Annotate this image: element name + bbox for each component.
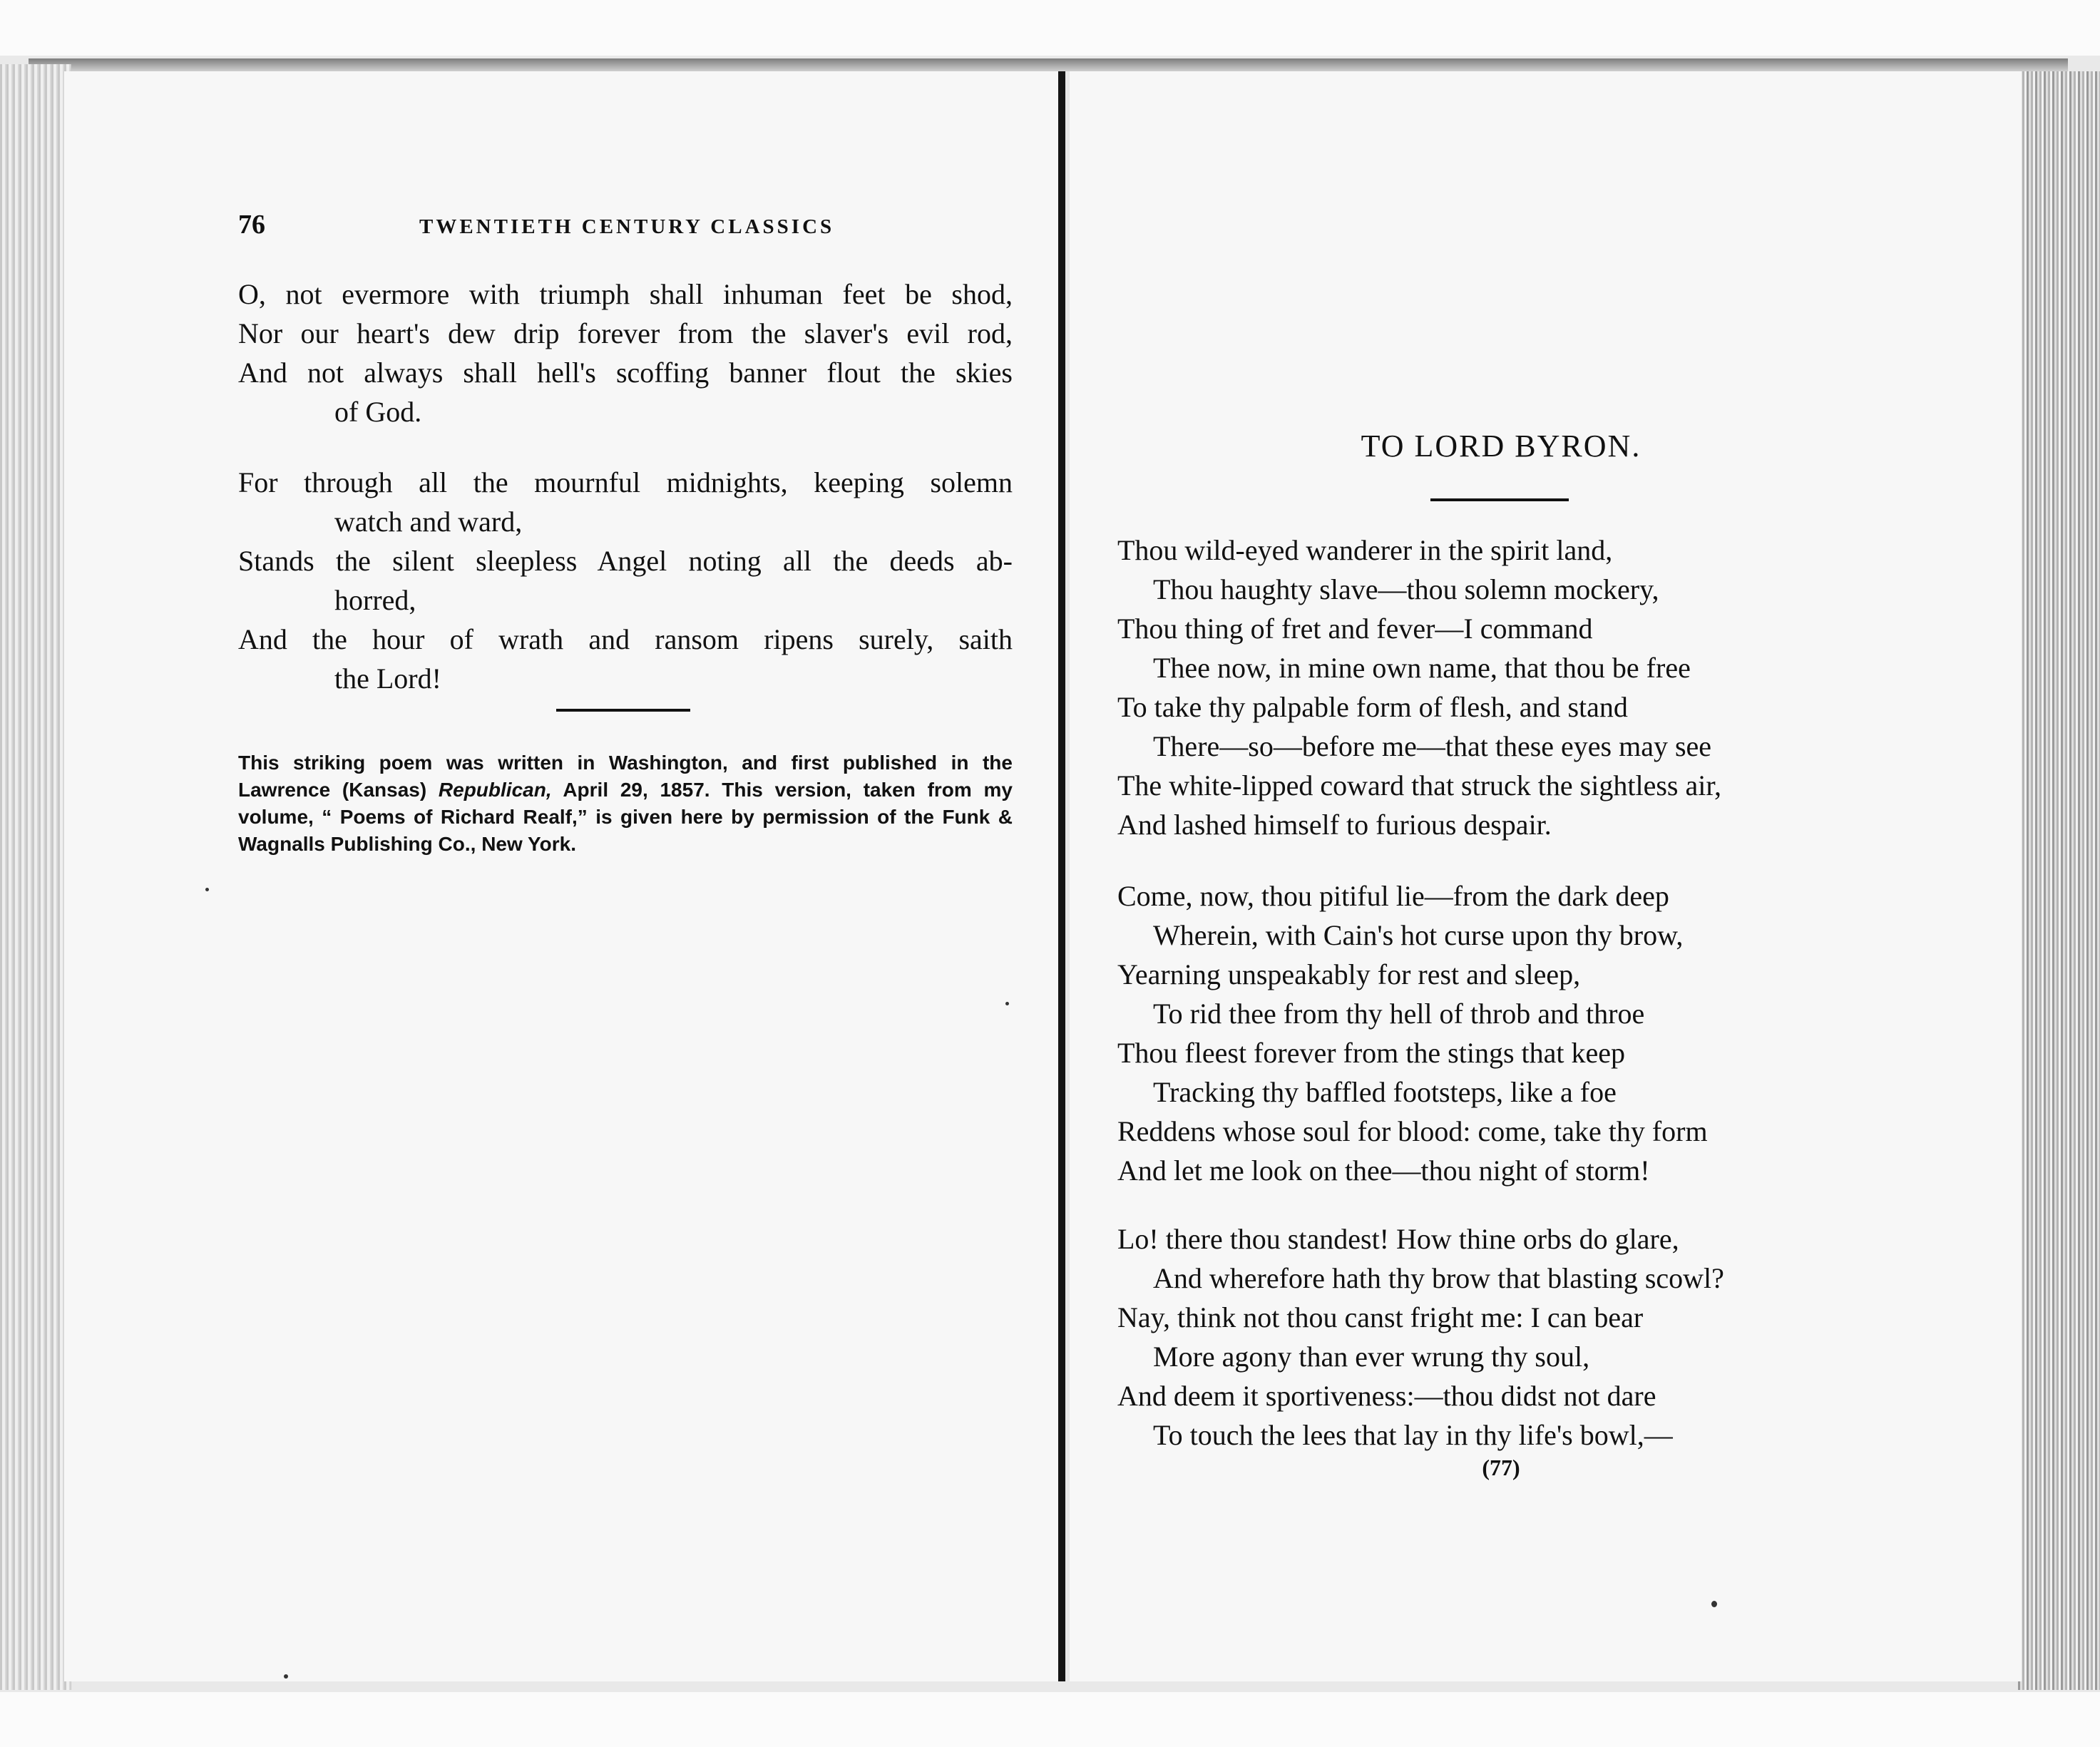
- verse-line: horred,: [334, 584, 416, 616]
- verse-line: of God.: [334, 396, 422, 428]
- verse-line: To touch the lees that lay in thy life's bowl,—: [1153, 1419, 1673, 1451]
- verse-line: Thee now, in mine own name, that thou be free: [1153, 652, 1691, 684]
- verse-line: Stands the silent sleepless Angel noting all the deeds ab-: [238, 545, 1013, 577]
- scan-speck: [205, 888, 209, 891]
- stanza-right-1: [1117, 531, 1870, 844]
- verse-line: Lo! there thou standest! How thine orbs do glare,: [1117, 1223, 1679, 1255]
- page-number-left: 76: [238, 210, 265, 240]
- verse-line: the Lord!: [334, 662, 441, 695]
- stanza-right-2: [1117, 876, 1870, 1190]
- book-gutter: [1058, 71, 1065, 1681]
- scan-speck: [1711, 1601, 1717, 1607]
- verse-line: Tracking thy baffled footsteps, like a foe: [1153, 1076, 1617, 1108]
- verse-line: Nay, think not thou canst fright me: I can bear: [1117, 1301, 1644, 1333]
- running-head: TWENTIETH CENTURY CLASSICS: [419, 215, 835, 238]
- title-rule: [1430, 498, 1569, 501]
- stanza-left-1: [238, 275, 1013, 431]
- verse-line: And not always shall hell's scoffing banner flout the skies: [238, 357, 1013, 389]
- note-text: This striking poem was written in Washington, and first published in the Lawrence (Kansas): [238, 752, 1013, 801]
- verse-line: To rid thee from thy hell of throb and throe: [1153, 998, 1645, 1030]
- verse-line: Wherein, with Cain's hot curse upon thy brow,: [1153, 919, 1684, 951]
- verse-line: Thou fleest forever from the stings that keep: [1117, 1037, 1625, 1069]
- note-publication: Republican,: [438, 779, 552, 801]
- verse-line: Nor our heart's dew drip forever from the slaver's evil rod,: [238, 317, 1013, 349]
- verse-line: More agony than ever wrung thy soul,: [1153, 1341, 1590, 1373]
- verse-line: Thou thing of fret and fever—I command: [1117, 613, 1593, 645]
- section-rule: [556, 709, 690, 712]
- left-page-edges: [0, 64, 71, 1690]
- top-page-edge: [29, 58, 2068, 71]
- verse-line: And wherefore hath thy brow that blasting scowl?: [1153, 1262, 1724, 1294]
- verse-line: There—so—before me—that these eyes may see: [1153, 730, 1712, 762]
- verse-line: And lashed himself to furious despair.: [1117, 809, 1552, 841]
- poem-title: TO LORD BYRON.: [1361, 429, 1641, 463]
- scan-speck: [1005, 1002, 1009, 1005]
- page-number-right: (77): [1482, 1455, 1520, 1480]
- verse-line: And deem it sportiveness:—thou didst not dare: [1117, 1380, 1656, 1412]
- verse-line: watch and ward,: [334, 506, 523, 538]
- scan-speck: [284, 1674, 288, 1679]
- note-text: April 29, 1857. This version, taken from my volume, “ Poems of Richard Realf,” is given here by permission of the Funk & Wagnalls Publishing Co., New York.: [238, 779, 1013, 855]
- verse-line: And the hour of wrath and ransom ripens surely, saith: [238, 623, 1013, 655]
- verse-line: For through all the mournful midnights, keeping solemn: [238, 466, 1013, 498]
- stanza-right-3: [1117, 1219, 1870, 1455]
- verse-line: Yearning unspeakably for rest and sleep,: [1117, 958, 1581, 990]
- verse-line: And let me look on thee—thou night of storm!: [1117, 1154, 1650, 1187]
- right-page-edges: [2018, 71, 2100, 1690]
- verse-line: Thou wild-eyed wanderer in the spirit land,: [1117, 534, 1613, 566]
- verse-line: To take thy palpable form of flesh, and stand: [1117, 691, 1628, 723]
- verse-line: The white-lipped coward that struck the sightless air,: [1117, 769, 1722, 801]
- editorial-note: [238, 749, 1013, 858]
- verse-line: Reddens whose soul for blood: come, take thy form: [1117, 1115, 1708, 1147]
- stanza-left-2: [238, 463, 1013, 698]
- verse-line: Come, now, thou pitiful lie—from the dark deep: [1117, 880, 1669, 912]
- verse-line: O, not evermore with triumph shall inhuman feet be shod,: [238, 278, 1013, 310]
- verse-line: Thou haughty slave—thou solemn mockery,: [1153, 573, 1659, 605]
